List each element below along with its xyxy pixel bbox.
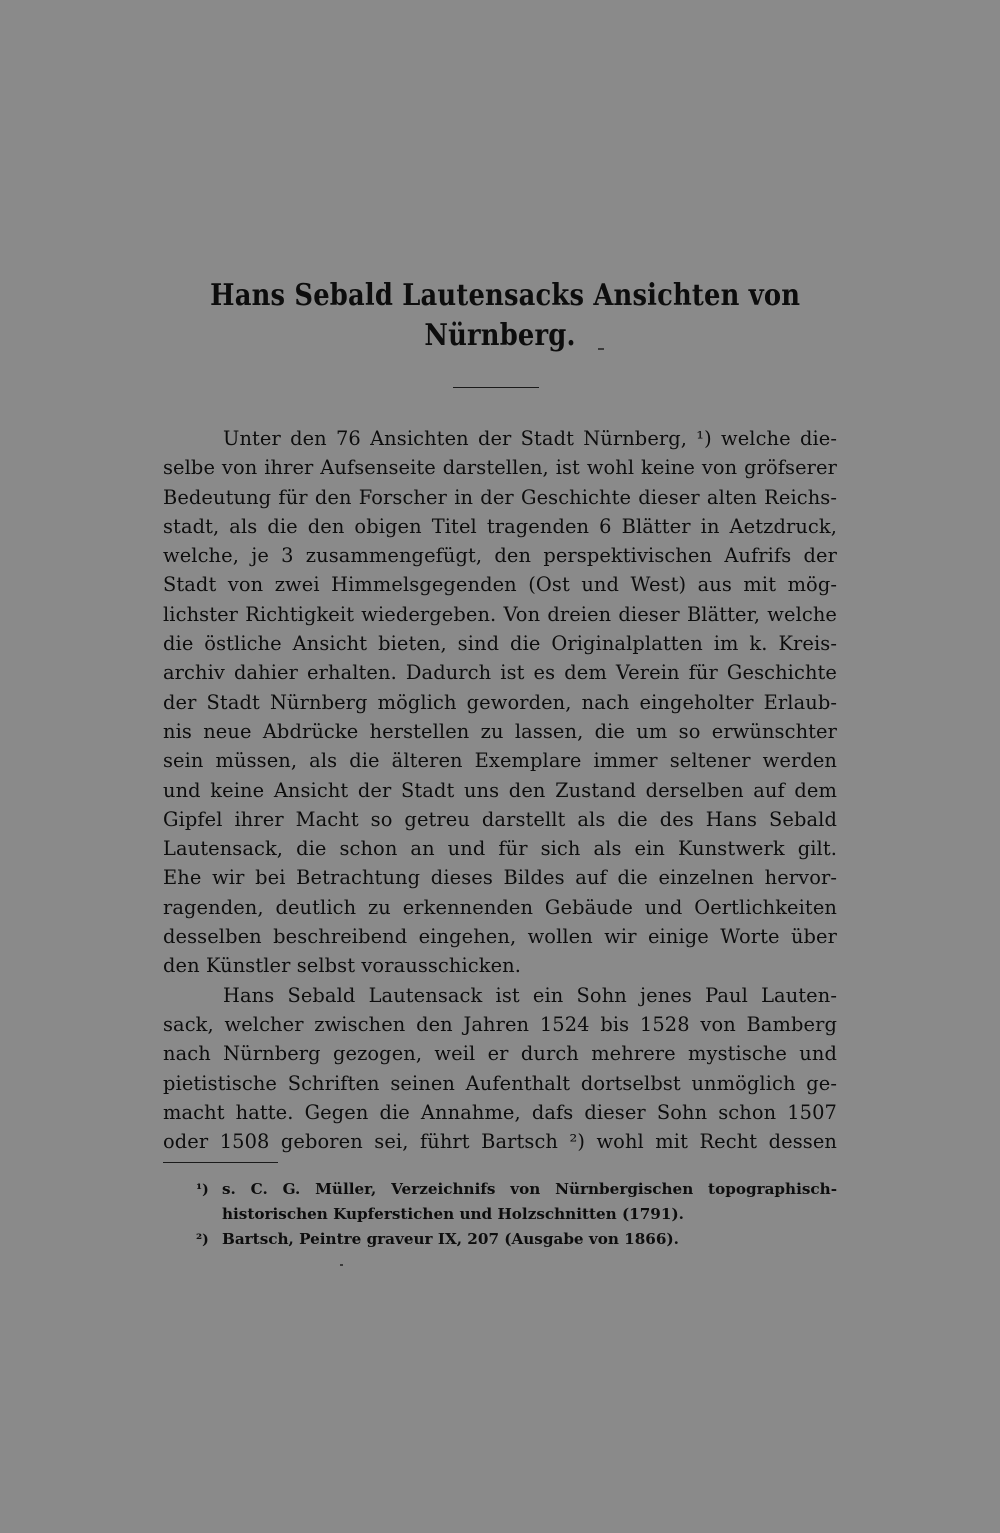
footnote-1-continuation: historischen Kupferstichen und Holzschnitten (1791). (222, 1205, 684, 1223)
body-line: Gipfel ihrer Macht so getreu darstellt als die des Hans Sebald (163, 807, 837, 831)
title-line-1: Hans Sebald Lautensacks Ansichten von (210, 278, 801, 313)
body-line: Lautensack, die schon an und für sich als ein Kunstwerk gilt. (163, 837, 837, 861)
title-line-2: Nürnberg. (424, 318, 576, 353)
body-line: oder 1508 geboren sei, führt Bartsch ²) wohl mit Recht dessen (163, 1130, 837, 1154)
body-line: pietistische Schriften seinen Aufenthalt dortselbst unmöglich ge- (163, 1071, 837, 1095)
body-line: nis neue Abdrücke herstellen zu lassen, die um so erwünschter (163, 719, 837, 743)
body-line: Bedeutung für den Forscher in der Geschichte dieser alten Reichs- (163, 485, 837, 509)
footnote-2 (196, 1227, 837, 1252)
print-speck (598, 348, 604, 350)
body-line: macht hatte. Gegen die Annahme, dafs dieser Sohn schon 1507 (163, 1100, 837, 1124)
body-line: sack, welcher zwischen den Jahren 1524 bis 1528 von Bamberg (163, 1012, 837, 1036)
footnote-1 (196, 1177, 837, 1202)
body-line: ragenden, deutlich zu erkennenden Gebäude und Oertlichkeiten (163, 895, 837, 919)
body-line: Unter den 76 Ansichten der Stadt Nürnberg, ¹) welche die- (223, 427, 837, 450)
footnote-rule (163, 1162, 278, 1163)
body-line: sein müssen, als die älteren Exemplare immer seltener werden (163, 749, 837, 773)
body-line: desselben beschreibend eingehen, wollen wir einige Worte über (163, 925, 837, 949)
footnote-text: Bartsch, Peintre graveur IX, 207 (Ausgabe von 1866). (222, 1230, 679, 1248)
page-title (210, 276, 801, 356)
body-line: Hans Sebald Lautensack ist ein Sohn jenes Paul Lauten- (223, 983, 837, 1007)
footnote-mark: ¹) (196, 1182, 209, 1198)
footnote-mark: ²) (196, 1232, 209, 1248)
body-line: nach Nürnberg gezogen, weil er durch mehrere mystische und (163, 1042, 837, 1066)
print-speck (340, 1264, 343, 1266)
body-line: selbe von ihrer Aufsenseite darstellen, ist wohl keine von gröfserer (163, 456, 837, 480)
body-line: lichster Richtigkeit wiedergeben. Von dreien dieser Blätter, welche (163, 602, 837, 626)
title-separator-rule (453, 387, 539, 388)
body-line: die östliche Ansicht bieten, sind die Originalplatten im k. Kreis- (163, 632, 837, 656)
body-line: Ehe wir bei Betrachtung dieses Bildes auf die einzelnen hervor- (163, 866, 837, 890)
body-line: der Stadt Nürnberg möglich geworden, nach eingeholter Erlaub- (163, 690, 837, 714)
body-line: welche, je 3 zusammengefügt, den perspektivischen Aufrifs der (163, 544, 837, 568)
body-line: den Künstler selbst vorausschicken. (163, 954, 522, 978)
body-line: und keine Ansicht der Stadt uns den Zustand derselben auf dem (163, 778, 837, 802)
footnote-text: s. C. G. Müller, Verzeichnifs von Nürnbergischen topographisch- (222, 1180, 837, 1198)
footnotes (196, 1177, 837, 1252)
body-text (163, 424, 837, 1156)
body-line: Stadt von zwei Himmelsgegenden (Ost und West) aus mit mög- (163, 573, 837, 597)
body-line: stadt, als die den obigen Titel tragenden 6 Blätter in Aetzdruck, (163, 514, 837, 538)
body-line: archiv dahier erhalten. Dadurch ist es dem Verein für Geschichte (163, 661, 837, 685)
